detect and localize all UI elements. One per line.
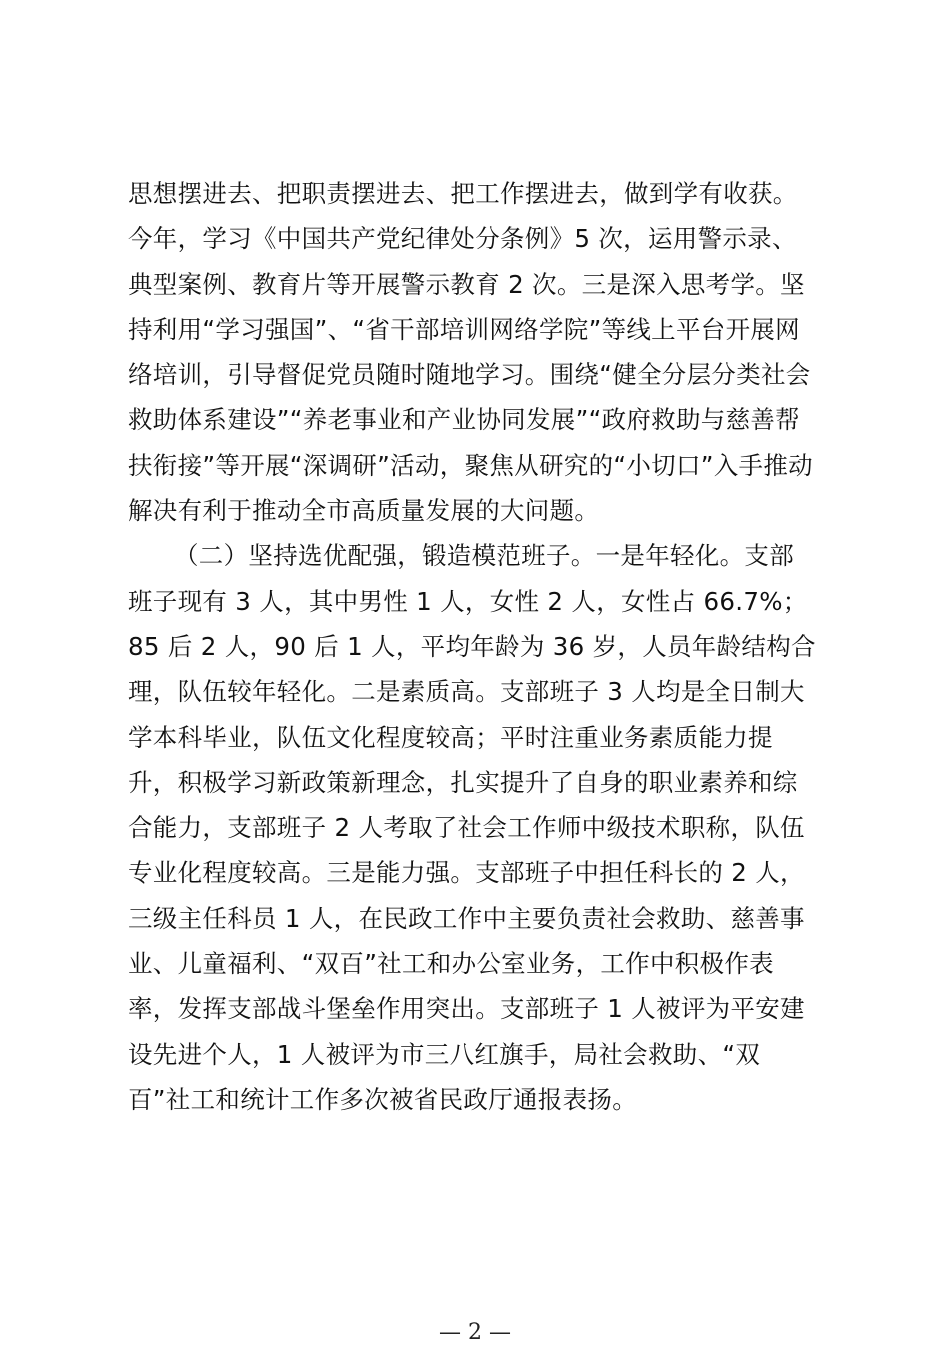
text-line: 85 后 2 人，90 后 1 人，平均年龄为 36 岁，人员年龄结构合 [128,631,816,661]
page-number: — 2 — [439,1320,511,1345]
text-line: 扶衔接”等开展“深调研”活动，聚焦从研究的“小切口”入手推动 [128,450,813,480]
text-line: 班子现有 3 人，其中男性 1 人，女性 2 人，女性占 66.7%； [128,586,808,616]
text-line: 合能力，支部班子 2 人考取了社会工作师中级技术职称，队伍 [128,813,805,843]
text-line: 持利用“学习强国”、“省干部培训网络学院”等线上平台开展网 [128,314,800,344]
text-line: 思想摆进去、把职责摆进去、把工作摆进去，做到学有收获。 [128,179,798,208]
body-text [128,171,838,1122]
text-line: 业、儿童福利、“双百”社工和办公室业务，工作中积极作表 [128,949,774,979]
text-line: 三级主任科员 1 人，在民政工作中主要负责社会救助、慈善事 [128,903,805,933]
text-line: 今年，学习《中国共产党纪律处分条例》5 次，运用警示录、 [128,224,797,254]
text-line: 救助体系建设”“养老事业和产业协同发展”“政府救助与慈善帮 [128,405,800,435]
text-line: 升，积极学习新政策新理念，扎实提升了自身的职业素养和综 [128,767,798,797]
text-line: 典型案例、教育片等开展警示教育 2 次。三是深入思考学。坚 [128,269,805,299]
text-line: 理，队伍较年轻化。二是素质高。支部班子 3 人均是全日制大 [128,677,805,707]
section-heading-line: （二）坚持选优配强，锻造模范班子。一是年轻化。支部 [174,541,794,571]
text-line: 络培训，引导督促党员随时随地学习。围绕“健全分层分类社会 [128,360,811,390]
text-line: 率，发挥支部战斗堡垒作用突出。支部班子 1 人被评为平安建 [128,994,805,1024]
text-line: 设先进个人，1 人被评为市三八红旗手，局社会救助、“双 [128,1039,761,1069]
text-line: 专业化程度较高。三是能力强。支部班子中担任科长的 2 人， [128,858,805,888]
text-line: 解决有利于推动全市高质量发展的大问题。 [128,496,600,526]
text-line: 学本科毕业，队伍文化程度较高；平时注重业务素质能力提 [128,722,773,752]
text-line: 百”社工和统计工作多次被省民政厅通报表扬。 [128,1084,637,1114]
